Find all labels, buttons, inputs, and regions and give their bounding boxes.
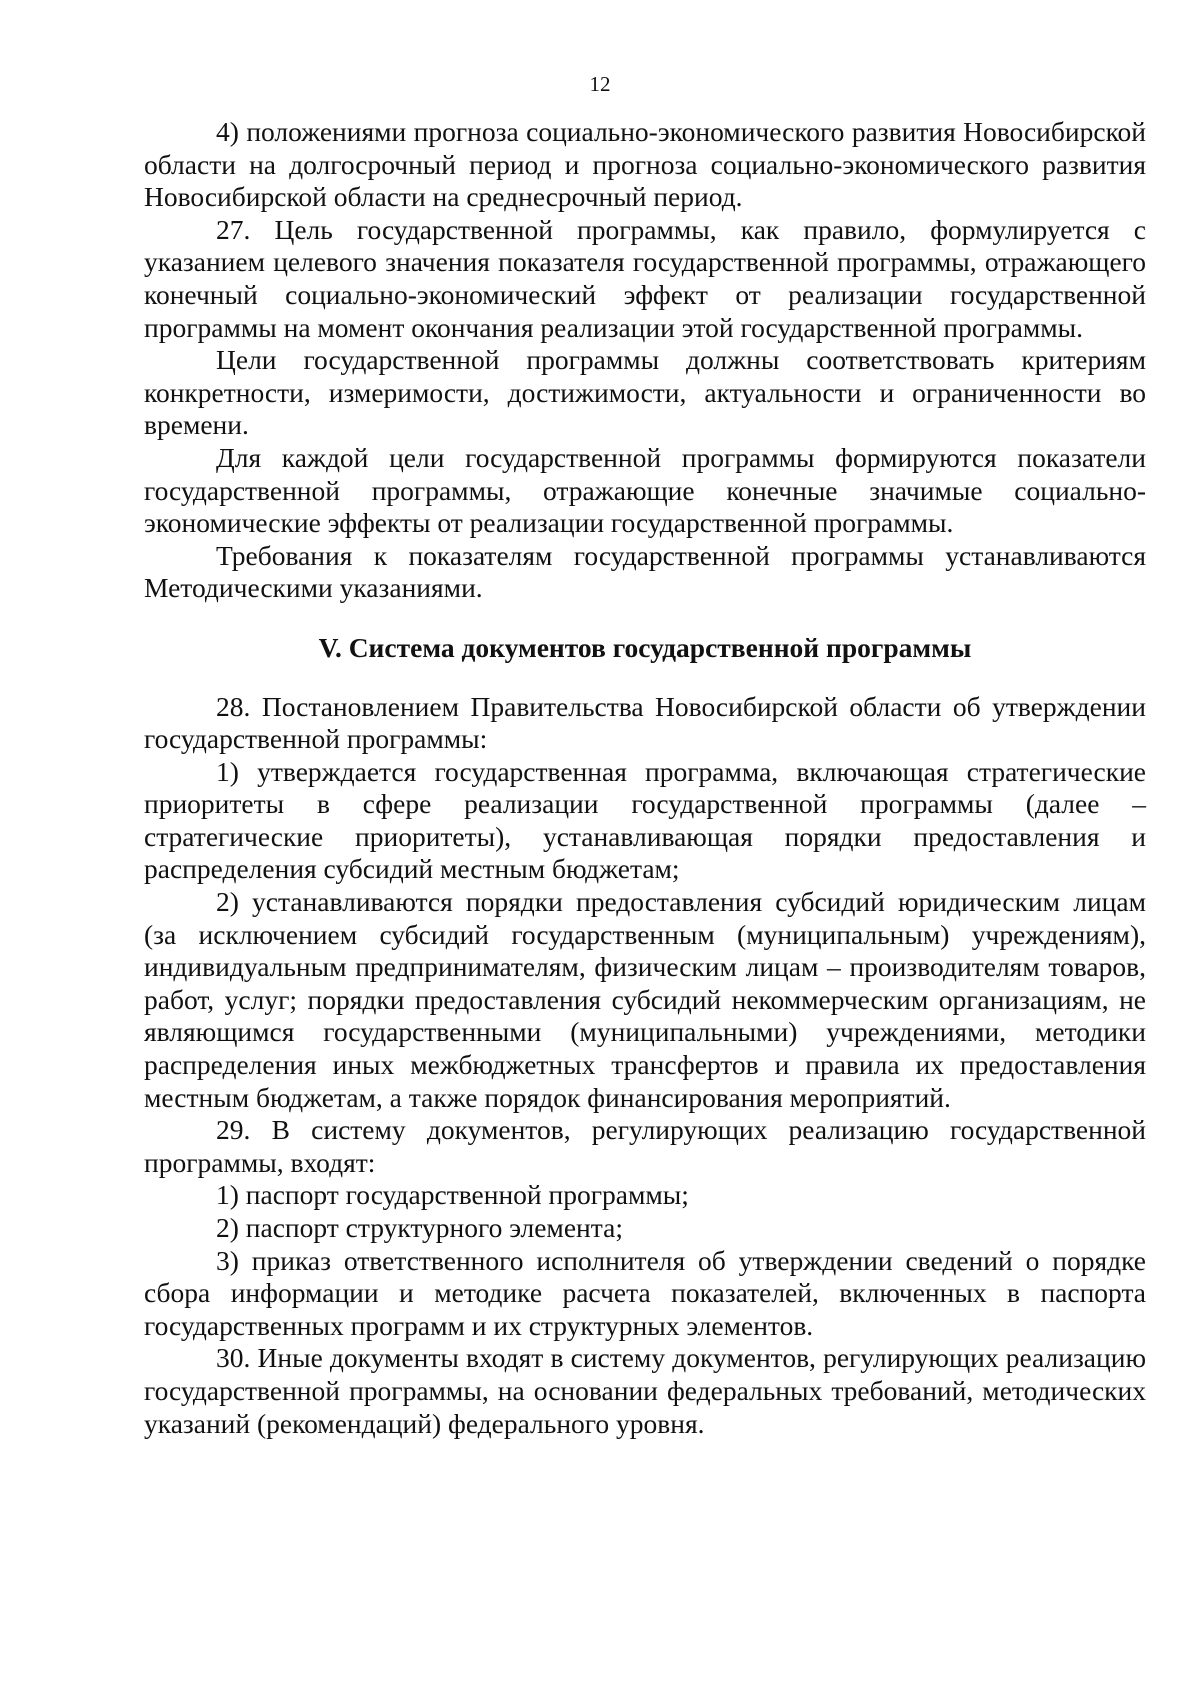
paragraph-goal-criteria: Цели государственной программы должны соответствовать критериям конкретности, измеримости, достижимости, актуальности и ограниченности во времени. [144,344,1146,441]
paragraph-item-4-forecast: 4) положениями прогноза социально-экономического развития Новосибирской области на долгосрочный период и прогноза социально-экономического развития Новосибирской области на среднесрочный период. [144,116,1146,213]
paragraph-goal-indicators: Для каждой цели государственной программы формируются показатели государственной программы, отражающие конечные значимые социально-экономические эффекты от реализации государственной программы. [144,441,1146,539]
paragraph-28-item-2: 2) устанавливаются порядки предоставления субсидий юридическим лицам (за исключением субсидий государственным (муниципальным) учреждениям), индивидуальным предпринимателям, физическим лицам – производителям товаров, работ, услуг; порядки предоставления субсидий некоммерческим организациям, не являющимся государственными (муниципальными) учреждениями, методики распределения иных межбюджетных трансфертов и правила их предоставления местным бюджетам, а также порядок финансирования мероприятий. [144,886,1146,1113]
paragraph-29-item-3: 3) приказ ответственного исполнителя об утверждении сведений о порядке сбора информации и методике расчета показателей, включенных в паспорта государственных программ и их структурных элементов. [144,1244,1146,1341]
paragraph-29-item-2: 2) паспорт структурного элемента; [216,1212,623,1243]
paragraph-27-program-goal: 27. Цель государственной программы, как правило, формулируется с указанием целевого значения показателя государственной программы, отражающего конечный социально-экономический эффект от реализации государственной программы на момент окончания реализации этой государственной программы. [144,213,1146,343]
page-number: 12 [589,72,611,96]
document-body [144,116,1146,1440]
section-heading: V. Система документов государственной программы [318,631,972,663]
paragraph-28-item-1: 1) утверждается государственная программа, включающая стратегические приоритеты в сфере реализации государственной программы (далее – стратегические приоритеты), устанавливающая порядки предоставления и распределения субсидий местным бюджетам; [144,755,1146,885]
paragraph-28-resolution: 28. Постановлением Правительства Новосибирской области об утверждении государственной программы: [144,690,1146,755]
paragraph-indicator-requirements: Требования к показателям государственной программы устанавливаются Методическими указаниями. [144,539,1146,604]
paragraph-29-item-1: 1) паспорт государственной программы; [216,1179,689,1211]
paragraph-29-documents: 29. В систему документов, регулирующих реализацию государственной программы, входят: [144,1114,1146,1178]
paragraph-30-other-documents: 30. Иные документы входят в систему документов, регулирующих реализацию государственной программы, на основании федеральных требований, методических указаний (рекомендаций) федерального уровня. [144,1342,1146,1439]
